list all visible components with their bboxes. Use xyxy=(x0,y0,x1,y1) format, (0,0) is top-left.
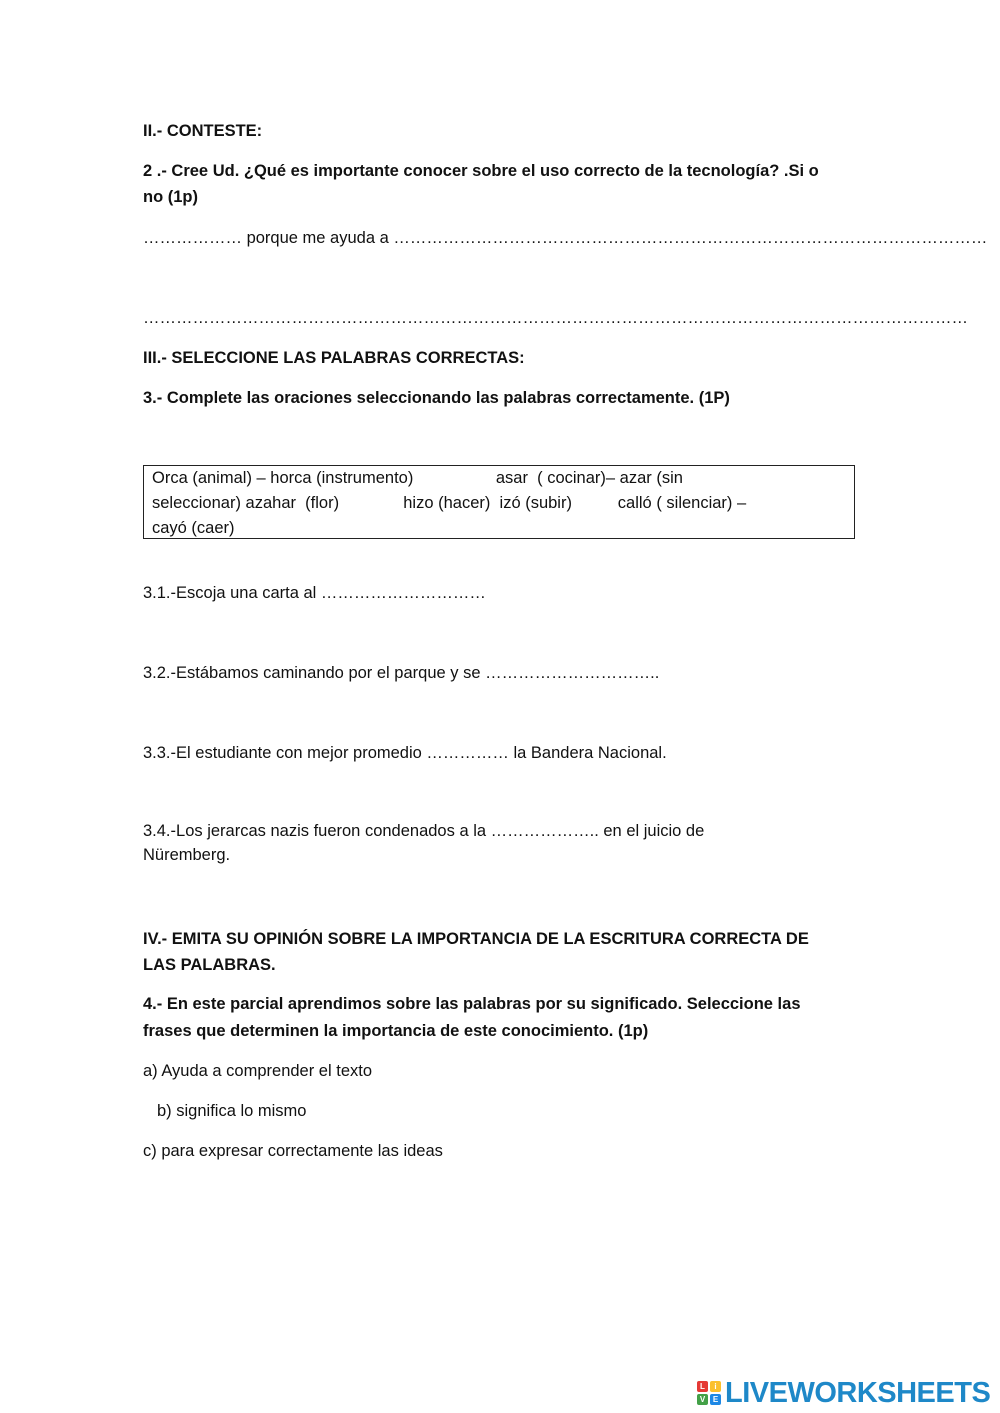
option-c[interactable]: c) para expresar correctamente las ideas xyxy=(143,1142,443,1160)
logo-text: LIVEWORKSHEETS xyxy=(725,1376,991,1409)
question-4-line-1: 4.- En este parcial aprendimos sobre las palabras por su significado. Seleccione las xyxy=(143,995,801,1013)
word-options-box xyxy=(143,465,855,539)
option-b[interactable]: b) significa lo mismo xyxy=(157,1102,307,1120)
logo-letter-i: i xyxy=(710,1381,721,1392)
logo-letter-e: E xyxy=(710,1394,721,1405)
logo-letter-v: V xyxy=(697,1394,708,1405)
word-box-line-3: cayó (caer) xyxy=(152,519,235,537)
logo-letter-l: L xyxy=(697,1381,708,1392)
question-4-line-2: frases que determinen la importancia de este conocimiento. (1p) xyxy=(143,1022,649,1040)
section-3-heading: III.- SELECCIONE LAS PALABRAS CORRECTAS: xyxy=(143,349,525,367)
question-3: 3.- Complete las oraciones seleccionando las palabras correctamente. (1P) xyxy=(143,389,730,407)
word-box-line-1: Orca (animal) – horca (instrumento) asar ( cocinar)– azar (sin xyxy=(152,469,683,487)
logo-grid-icon xyxy=(697,1381,721,1405)
item-3-3[interactable]: 3.3.-El estudiante con mejor promedio …………… la Bandera Nacional. xyxy=(143,744,667,762)
question-2-line-2: no (1p) xyxy=(143,188,198,206)
liveworksheets-logo xyxy=(697,1375,990,1411)
option-a[interactable]: a) Ayuda a comprender el texto xyxy=(143,1062,373,1080)
item-3-4-line-2: Nüremberg. xyxy=(143,846,231,864)
answer-2-line-2[interactable]: …………………………………………………………………………………………………………………………………… xyxy=(143,309,968,327)
question-2-line-1: 2 .- Cree Ud. ¿Qué es importante conocer sobre el uso correcto de la tecnología? .Si o xyxy=(143,162,819,180)
section-4-heading-line-2: LAS PALABRAS. xyxy=(143,956,276,974)
item-3-4-line-1[interactable]: 3.4.-Los jerarcas nazis fueron condenados a la ……………….. en el juicio de xyxy=(143,822,705,840)
section-4-heading-line-1: IV.- EMITA SU OPINIÓN SOBRE LA IMPORTANCIA DE LA ESCRITURA CORRECTA DE xyxy=(143,930,809,948)
word-box-line-2: seleccionar) azahar (flor) hizo (hacer) izó (subir) calló ( silenciar) – xyxy=(152,494,747,512)
item-3-2[interactable]: 3.2.-Estábamos caminando por el parque y se ………………………….. xyxy=(143,664,660,682)
section-2-heading: II.- CONTESTE: xyxy=(143,122,263,140)
item-3-1[interactable]: 3.1.-Escoja una carta al ………………………… xyxy=(143,584,486,602)
answer-2-line-1[interactable]: ……………… porque me ayuda a ……………………………………………………………………………………………… xyxy=(143,229,988,247)
